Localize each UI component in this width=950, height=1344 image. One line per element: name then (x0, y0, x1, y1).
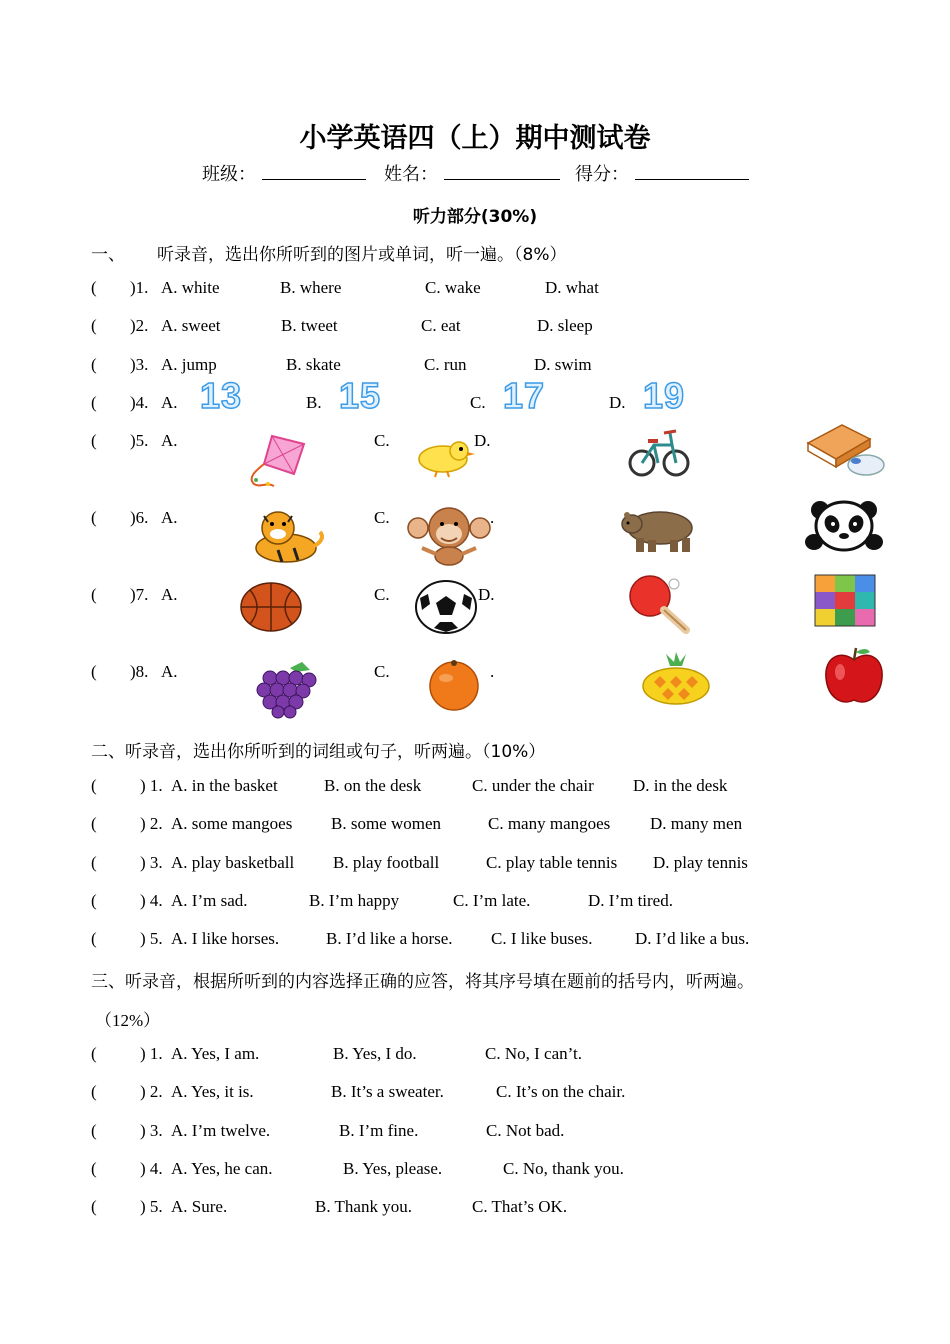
apple-icon (822, 646, 886, 708)
pineapple-icon (640, 652, 712, 706)
number-19: 19 (643, 375, 686, 416)
book-icon (806, 421, 886, 481)
kite-icon (244, 434, 310, 490)
monkey-icon (404, 508, 494, 566)
number-13: 13 (200, 375, 243, 416)
puzzle-icon (815, 575, 877, 627)
number-15: 15 (339, 375, 382, 416)
section1-number: 一、 (91, 245, 125, 265)
score-field: 得分： (575, 160, 749, 186)
page-title: 小学英语四（上）期中测试卷 (299, 123, 651, 154)
section3-score: （12%） (95, 1011, 161, 1030)
chick-icon (415, 437, 475, 477)
class-field: 班级： (202, 160, 366, 186)
number-17: 17 (503, 375, 546, 416)
table-tennis-icon (628, 574, 694, 634)
section3-heading: 三、听录音，根据所听到的内容选择正确的应答，将其序号填在题前的括号内，听两遍。 (91, 972, 754, 992)
bicycle-icon (628, 421, 690, 479)
name-field: 姓名： (384, 160, 560, 186)
section1-instruction: 听录音，选出你所听到的图片或单词，听一遍。（8%） (157, 245, 567, 265)
basketball-icon (240, 582, 302, 632)
listening-heading: 听力部分(30%) (412, 207, 538, 227)
section2-heading: 二、听录音，选出你所听到的词组或句子，听两遍。（10%） (91, 742, 546, 762)
tiger-icon (234, 508, 326, 566)
bear-icon (620, 502, 696, 556)
grapes-icon (250, 660, 324, 716)
orange-icon (426, 656, 482, 712)
football-icon (414, 580, 478, 634)
panda-icon (806, 498, 884, 554)
